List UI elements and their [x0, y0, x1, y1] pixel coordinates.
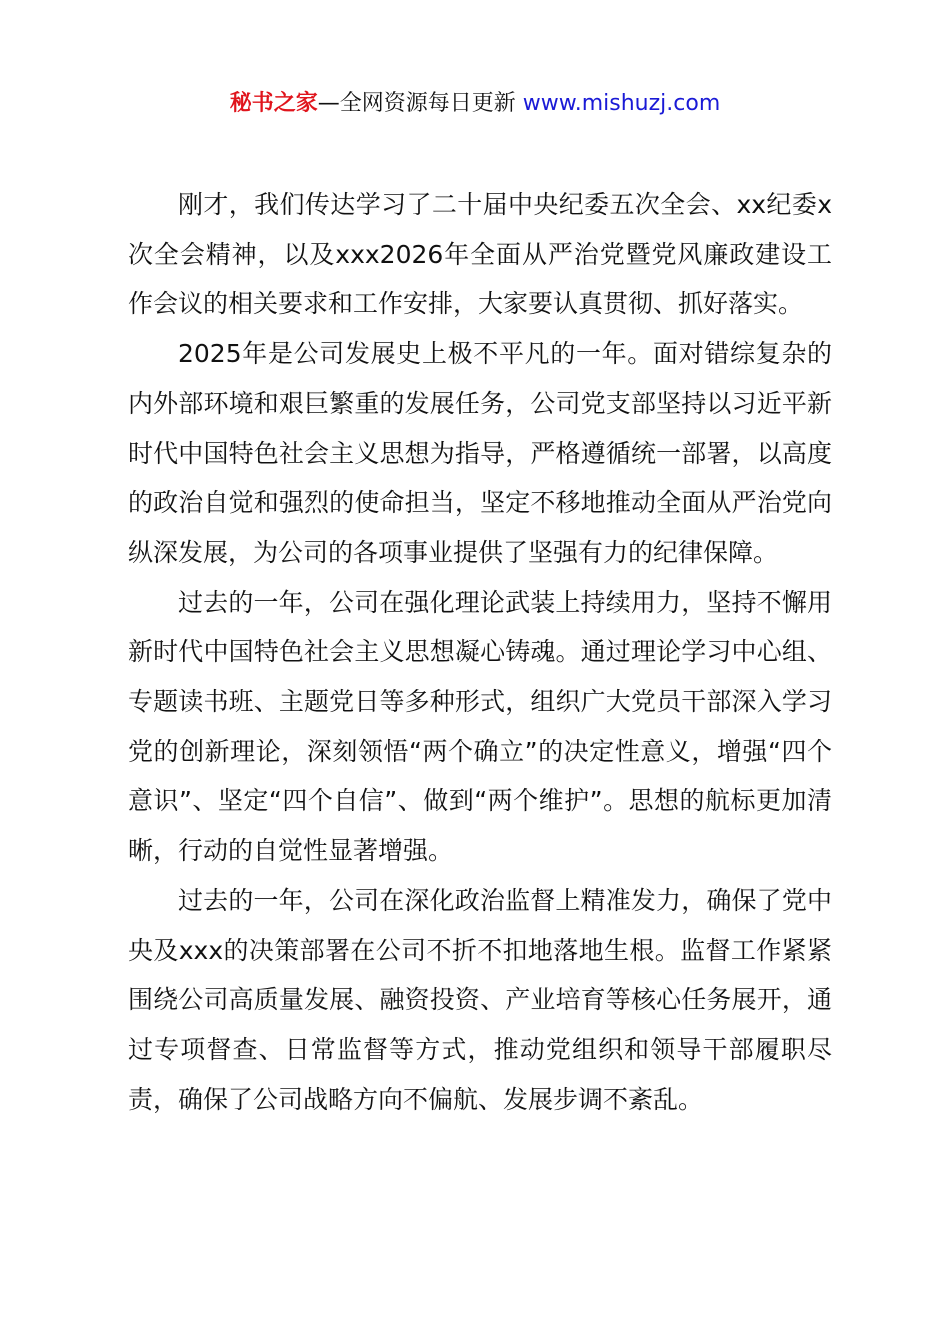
site-header [0, 86, 950, 122]
header-slogan: —全网资源每日更新 [317, 91, 516, 116]
paragraph-1: 刚才，我们传达学习了二十届中央纪委五次全会、xx纪委x次全会精神，以及xxx2026年全面从严治党暨党风廉政建设工作会议的相关要求和工作安排，大家要认真贯彻、抓好落实。 [128, 190, 832, 319]
paragraph-2: 2025年是公司发展史上极不平凡的一年。面对错综复杂的内外部环境和艰巨繁重的发展任务，公司党支部坚持以习近平新时代中国特色社会主义思想为指导，严格遵循统一部署，以高度的政治自觉和强烈的使命担当，坚定不移地推动全面从严治党向纵深发展，为公司的各项事业提供了坚强有力的纪律保障。 [128, 339, 832, 567]
site-url-link[interactable]: www.mishuzj.com [522, 91, 721, 116]
document-body [128, 180, 832, 1124]
brand-name: 秘书之家 [229, 91, 318, 116]
paragraph-4: 过去的一年，公司在深化政治监督上精准发力，确保了党中央及xxx的决策部署在公司不折不扣地落地生根。监督工作紧紧围绕公司高质量发展、融资投资、产业培育等核心任务展开，通过专项督查、日常监督等方式，推动党组织和领导干部履职尽责，确保了公司战略方向不偏航、发展步调不紊乱。 [128, 885, 832, 1114]
paragraph-3: 过去的一年，公司在强化理论武装上持续用力，坚持不懈用新时代中国特色社会主义思想凝心铸魂。通过理论学习中心组、专题读书班、主题党日等多种形式，组织广大党员干部深入学习党的创新理论，深刻领悟“两个确立”的决定性意义，增强“四个意识”、坚定“四个自信”、做到“两个维护”。思想的航标更加清晰，行动的自觉性显著增强。 [128, 587, 832, 866]
